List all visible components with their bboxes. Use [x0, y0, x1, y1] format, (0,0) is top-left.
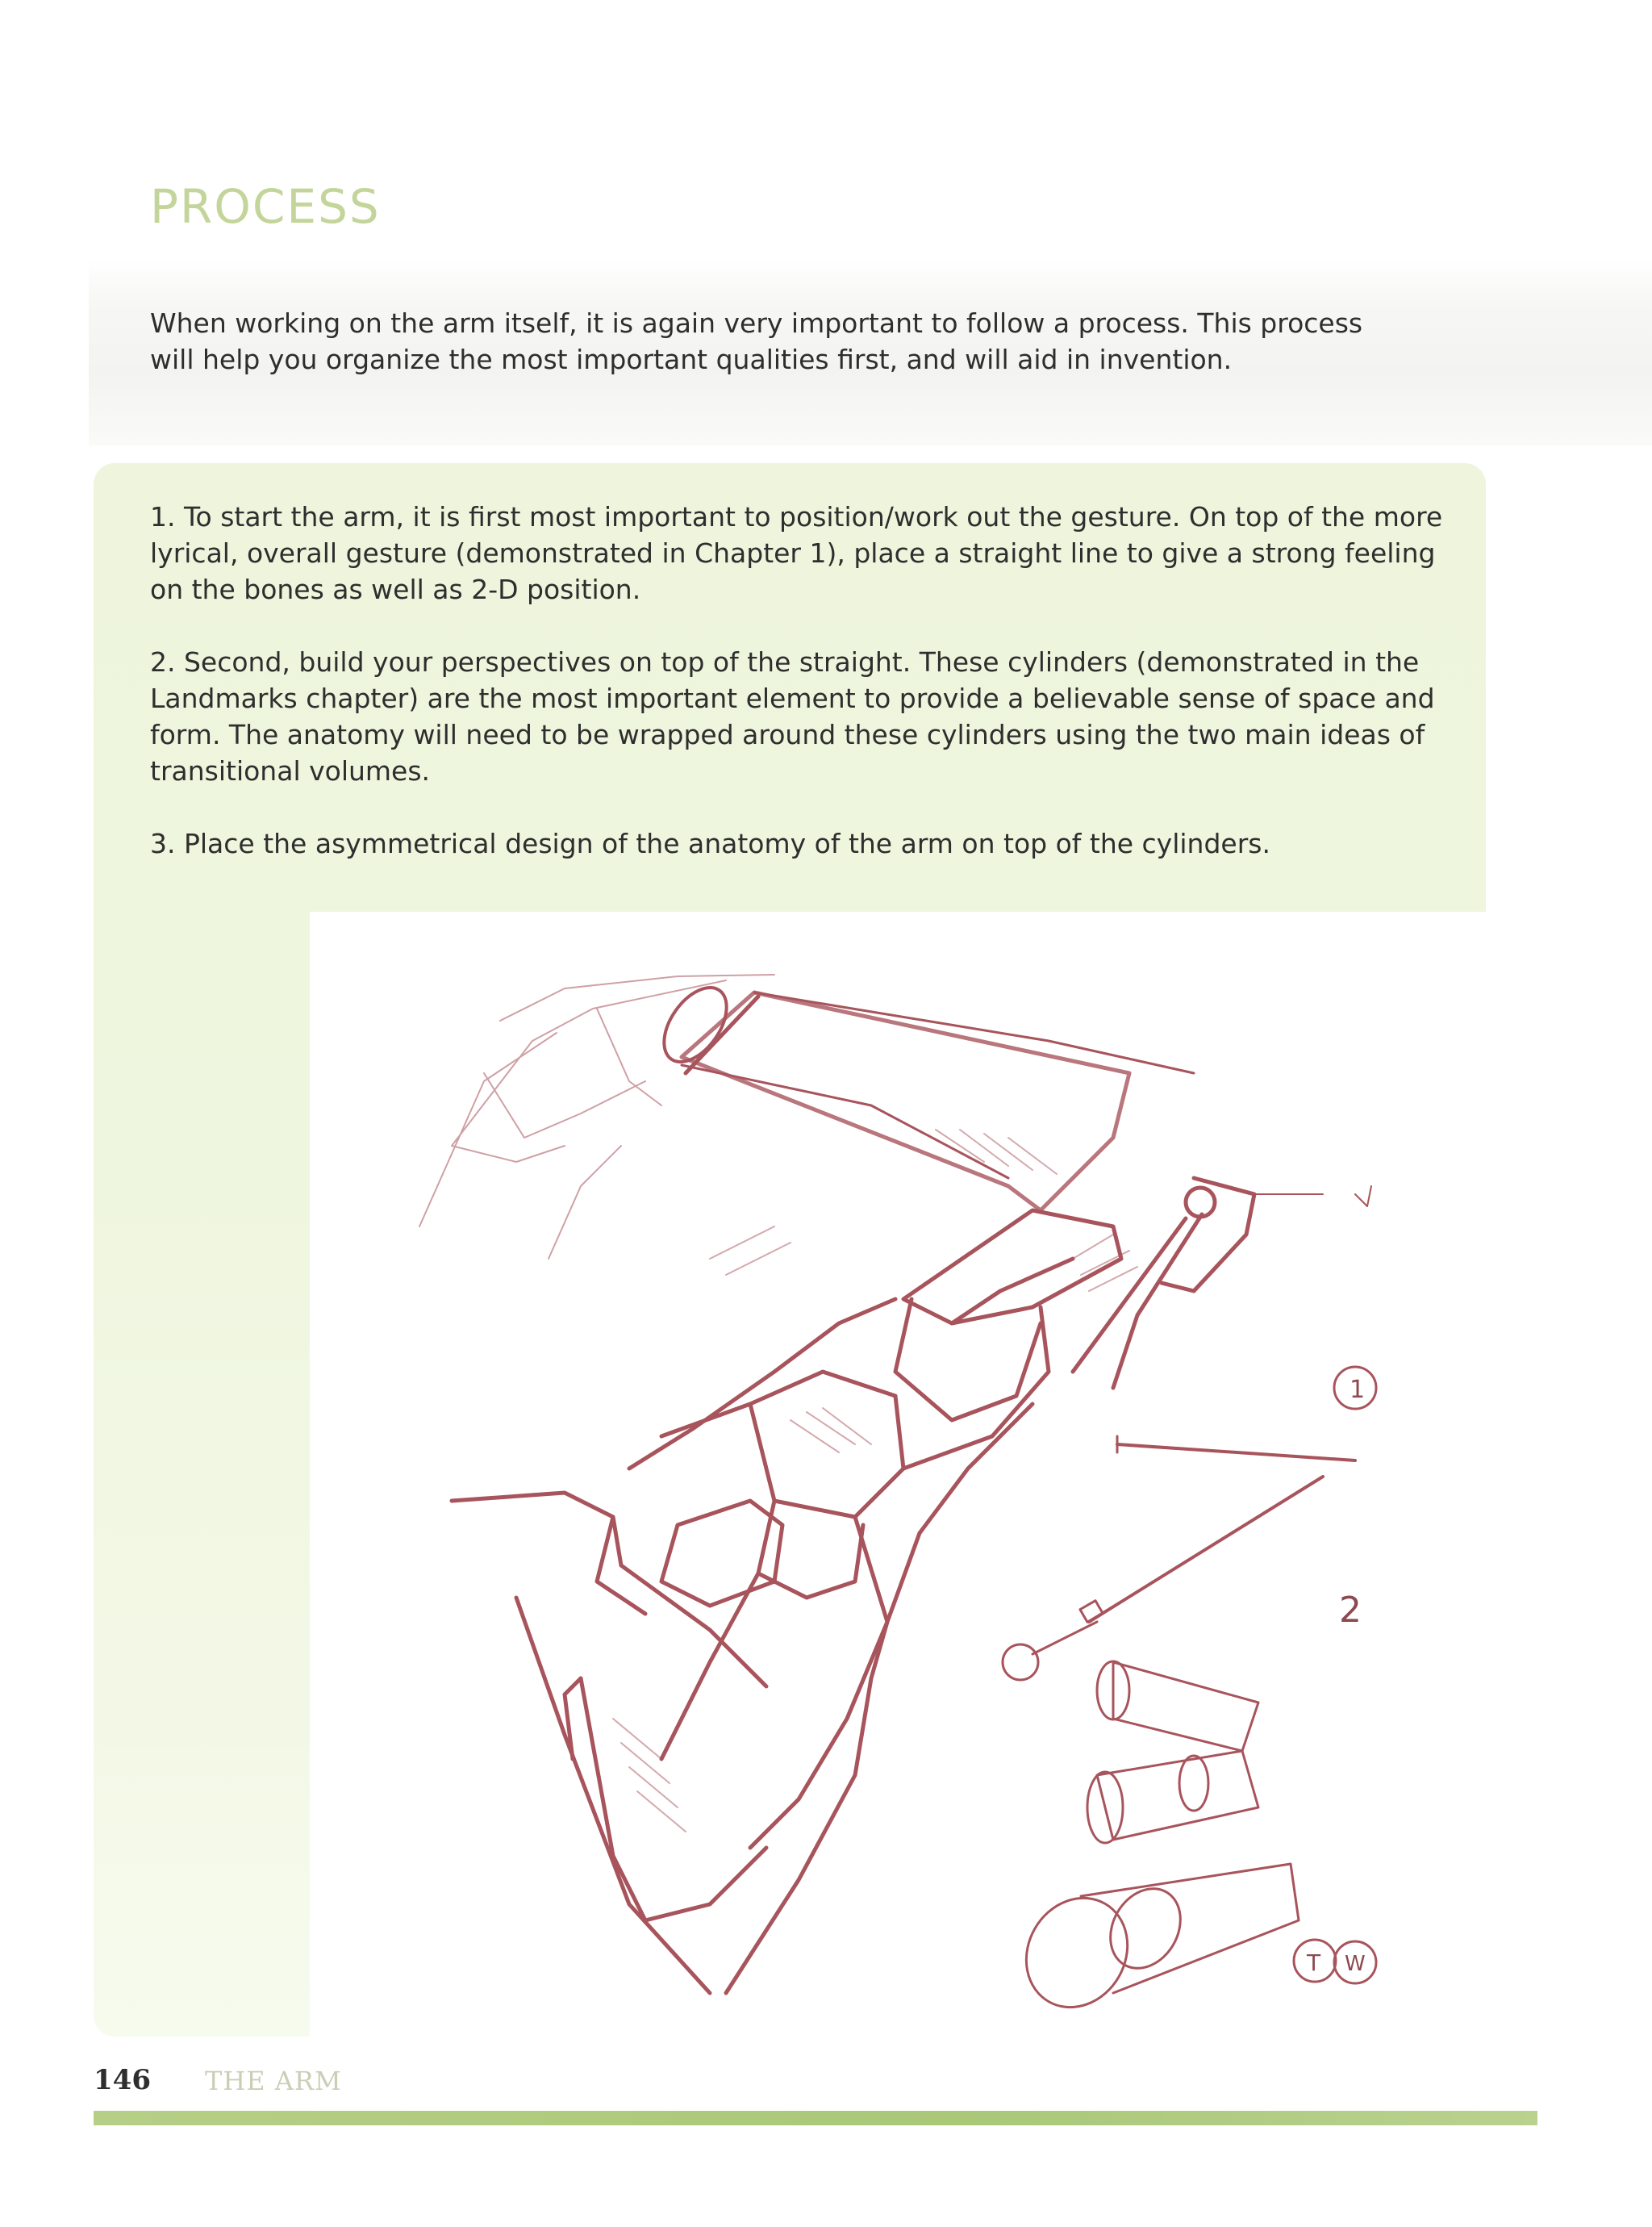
intro-paragraph: When working on the arm itself, it is again very important to follow a process. This process will help you organize the most important qualities first, and will aid in invention.	[150, 307, 1363, 375]
step-3: 3. Place the asymmetrical design of the anatomy of the arm on top of the cylinders.	[150, 828, 1270, 859]
step-2: 2. Second, build your perspectives on top of the straight. These cylinders (demonstrated in the Landmarks chapter) are the most important element to provide a believable sense of space and form. The anatomy will need to be wrapped around these cylinders using the two main ideas of transitional volumes.	[150, 646, 1435, 787]
step-1: 1. To start the arm, it is first most important to position/work out the gesture. On top of the more lyrical, overall gesture (demonstrated in Chapter 1), place a straight line to give a strong feeling on the bones as well as 2-D position.	[150, 501, 1443, 605]
sketch-label-t: T	[1307, 1949, 1321, 1976]
sketch-label-w: W	[1345, 1952, 1366, 1976]
footer-rule	[94, 2111, 1537, 2125]
page-number: 146	[94, 2064, 151, 2096]
section-heading: PROCESS	[150, 179, 381, 234]
sketch-label-step-2: 2	[1339, 1590, 1362, 1631]
running-footer-section: THE ARM	[205, 2066, 342, 2096]
sketch-label-step-1: 1	[1350, 1376, 1366, 1404]
steps-list	[150, 499, 1457, 898]
arm-sketch-illustration	[310, 912, 1487, 2058]
